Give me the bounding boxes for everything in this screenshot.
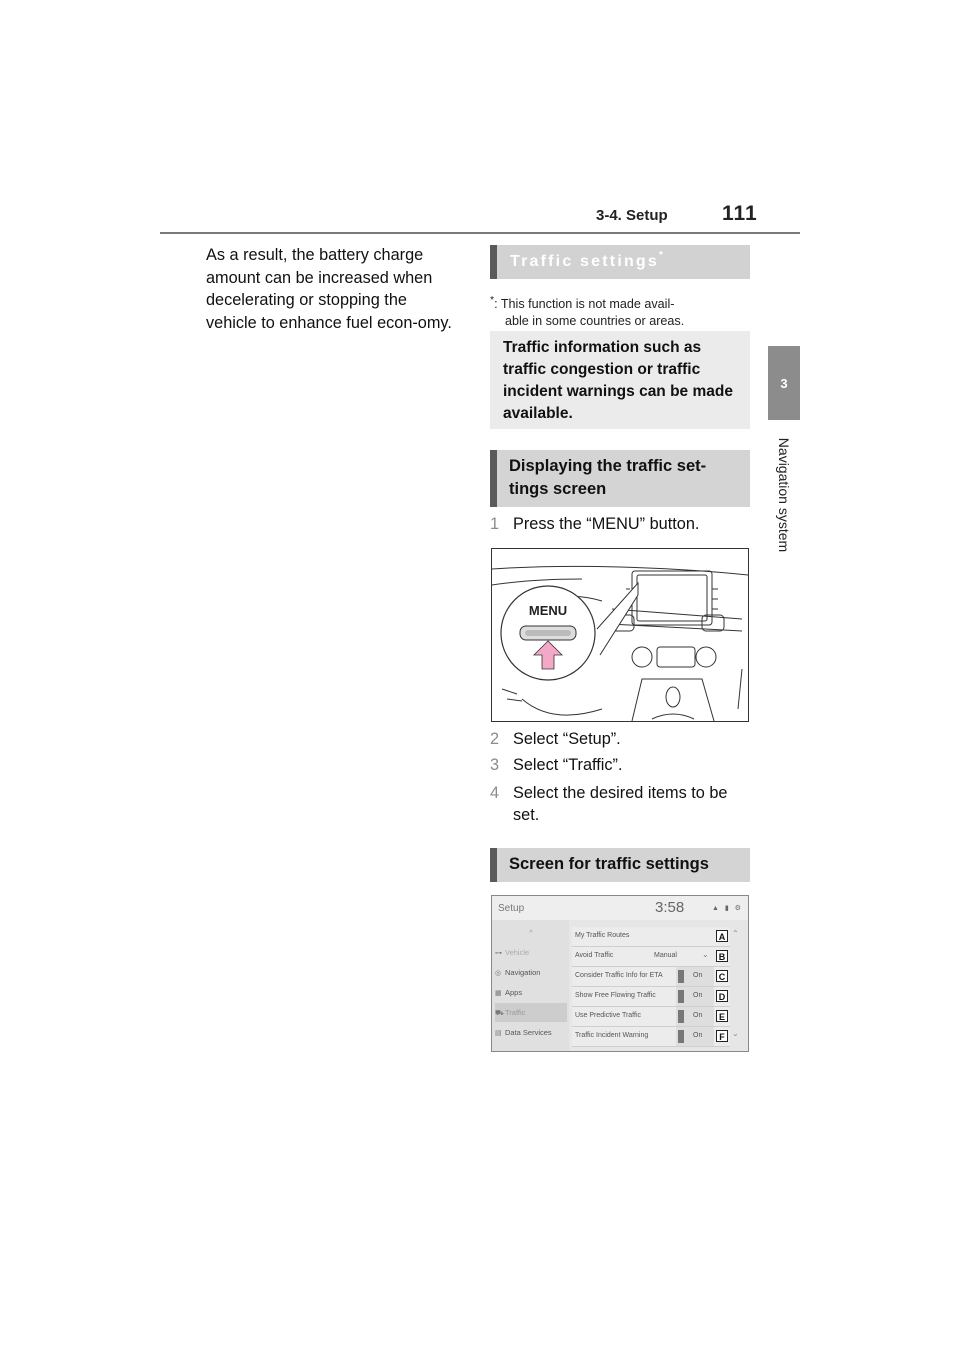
- footnote-line-2: able in some countries or areas.: [505, 314, 685, 329]
- heading-text: Screen for traffic settings: [509, 855, 709, 873]
- setting-value: On: [693, 992, 703, 999]
- page-number: 111: [722, 202, 758, 225]
- footnote-line-1: : This function is not made avail-: [494, 297, 675, 312]
- setting-row-my-traffic-routes[interactable]: [572, 927, 730, 947]
- footnote: [490, 292, 750, 330]
- step-text: Select “Setup”.: [513, 730, 621, 748]
- navigation-icon: ◎: [495, 970, 502, 977]
- callout-b: B: [716, 950, 728, 962]
- step-number: 4: [490, 784, 500, 802]
- scroll-up-button[interactable]: ^: [529, 928, 533, 937]
- footnote-asterisk: *: [490, 294, 495, 306]
- sidebar-item-label: Vehicle: [505, 948, 530, 957]
- sidebar-item-label: Data Services: [505, 1028, 552, 1037]
- step-number: 1: [490, 515, 500, 533]
- setting-row-consider-traffic-eta[interactable]: [572, 967, 730, 987]
- sidebar-item-navigation[interactable]: [495, 963, 567, 982]
- lead-text: Traffic information such as traffic congestion or traffic incident warnings can be made available.: [503, 339, 733, 422]
- toggle-switch[interactable]: [676, 987, 714, 1006]
- setting-row-use-predictive[interactable]: [572, 1007, 730, 1027]
- sidebar-item-traffic[interactable]: [495, 1003, 567, 1022]
- setting-label: Avoid Traffic: [575, 952, 614, 959]
- chapter-tab: [768, 346, 800, 420]
- section-title: 3-4. Setup: [596, 207, 668, 224]
- screen-title: Setup: [498, 903, 525, 914]
- sidebar-item-apps[interactable]: [495, 983, 567, 1002]
- setting-label: Traffic Incident Warning: [575, 1032, 649, 1039]
- dashboard-illustration: [491, 548, 749, 722]
- body-paragraph: [206, 244, 461, 334]
- toggle-switch[interactable]: [676, 1007, 714, 1026]
- heading-text: Traffic settings: [510, 253, 660, 270]
- step-4: [490, 782, 755, 826]
- header-divider: [160, 232, 800, 234]
- toggle-switch[interactable]: [676, 967, 714, 986]
- status-icons: ▲ ▮ ⚙: [712, 905, 743, 912]
- screen-heading: [490, 848, 750, 882]
- toggle-indicator: [678, 990, 684, 1003]
- screen-sidebar: [492, 920, 569, 1051]
- toggle-switch[interactable]: [676, 1027, 714, 1046]
- chapter-number: 3: [780, 375, 788, 391]
- heading-asterisk: *: [659, 250, 663, 261]
- step-text: Select “Traffic”.: [513, 756, 623, 774]
- callout-c: C: [716, 970, 728, 982]
- heading-line-2: tings screen: [509, 480, 607, 498]
- paragraph-text: As a result, the battery charge amount can be increased when decelerating or stopping the vehicle to enhance fuel econ-omy.: [206, 246, 452, 332]
- toggle-indicator: [678, 1010, 684, 1023]
- setting-label: Consider Traffic Info for ETA: [575, 972, 663, 979]
- step-1: [490, 513, 755, 535]
- chapter-label: Navigation system: [776, 437, 792, 553]
- setting-value: Manual: [654, 952, 677, 959]
- scroll-down-icon[interactable]: ⌄: [732, 1029, 739, 1038]
- setting-value: On: [693, 1032, 703, 1039]
- sidebar-item-data-services[interactable]: [495, 1023, 567, 1042]
- step-number: 2: [490, 730, 500, 748]
- setting-row-avoid-traffic[interactable]: [572, 947, 730, 967]
- traffic-settings-screenshot: [491, 895, 749, 1052]
- callout-d: D: [716, 990, 728, 1002]
- traffic-icon: ⛟: [495, 1010, 504, 1017]
- step-text: Select the desired items to be set.: [513, 784, 728, 824]
- displaying-settings-heading: [490, 450, 750, 507]
- apps-icon: ▦: [495, 990, 502, 997]
- setting-label: My Traffic Routes: [575, 932, 630, 939]
- screen-clock: 3:58: [655, 899, 685, 916]
- callout-e: E: [716, 1010, 728, 1022]
- callout-f: F: [716, 1030, 728, 1042]
- toggle-indicator: [678, 1030, 684, 1043]
- sidebar-item-vehicle[interactable]: [495, 943, 567, 962]
- menu-label: MENU: [528, 603, 568, 618]
- step-3: [490, 754, 755, 776]
- chevron-down-icon: ⌄: [702, 950, 709, 959]
- car-icon: ⊶: [495, 950, 502, 957]
- setting-value: On: [693, 972, 703, 979]
- setting-label: Use Predictive Traffic: [575, 1012, 642, 1019]
- setting-row-show-free-flowing[interactable]: [572, 987, 730, 1007]
- screen-top-bar: [492, 896, 748, 920]
- sidebar-item-label: Navigation: [505, 968, 541, 977]
- sidebar-item-label: Apps: [505, 988, 523, 997]
- callout-a: A: [716, 930, 728, 942]
- step-text: Press the “MENU” button.: [513, 515, 700, 533]
- setting-value: On: [693, 1012, 703, 1019]
- toggle-indicator: [678, 970, 684, 983]
- scroll-up-icon[interactable]: ⌃: [732, 929, 739, 938]
- lead-summary-box: [490, 331, 750, 429]
- data-services-icon: ▤: [495, 1030, 502, 1037]
- traffic-settings-heading: [490, 245, 750, 279]
- setting-label: Show Free Flowing Traffic: [575, 992, 656, 999]
- sidebar-item-label: Traffic: [505, 1008, 526, 1017]
- setting-row-incident-warning[interactable]: [572, 1027, 730, 1047]
- heading-line-1: Displaying the traffic set-: [509, 457, 707, 475]
- dashboard-drawing: [492, 549, 748, 721]
- step-number: 3: [490, 756, 500, 774]
- step-2: [490, 728, 755, 750]
